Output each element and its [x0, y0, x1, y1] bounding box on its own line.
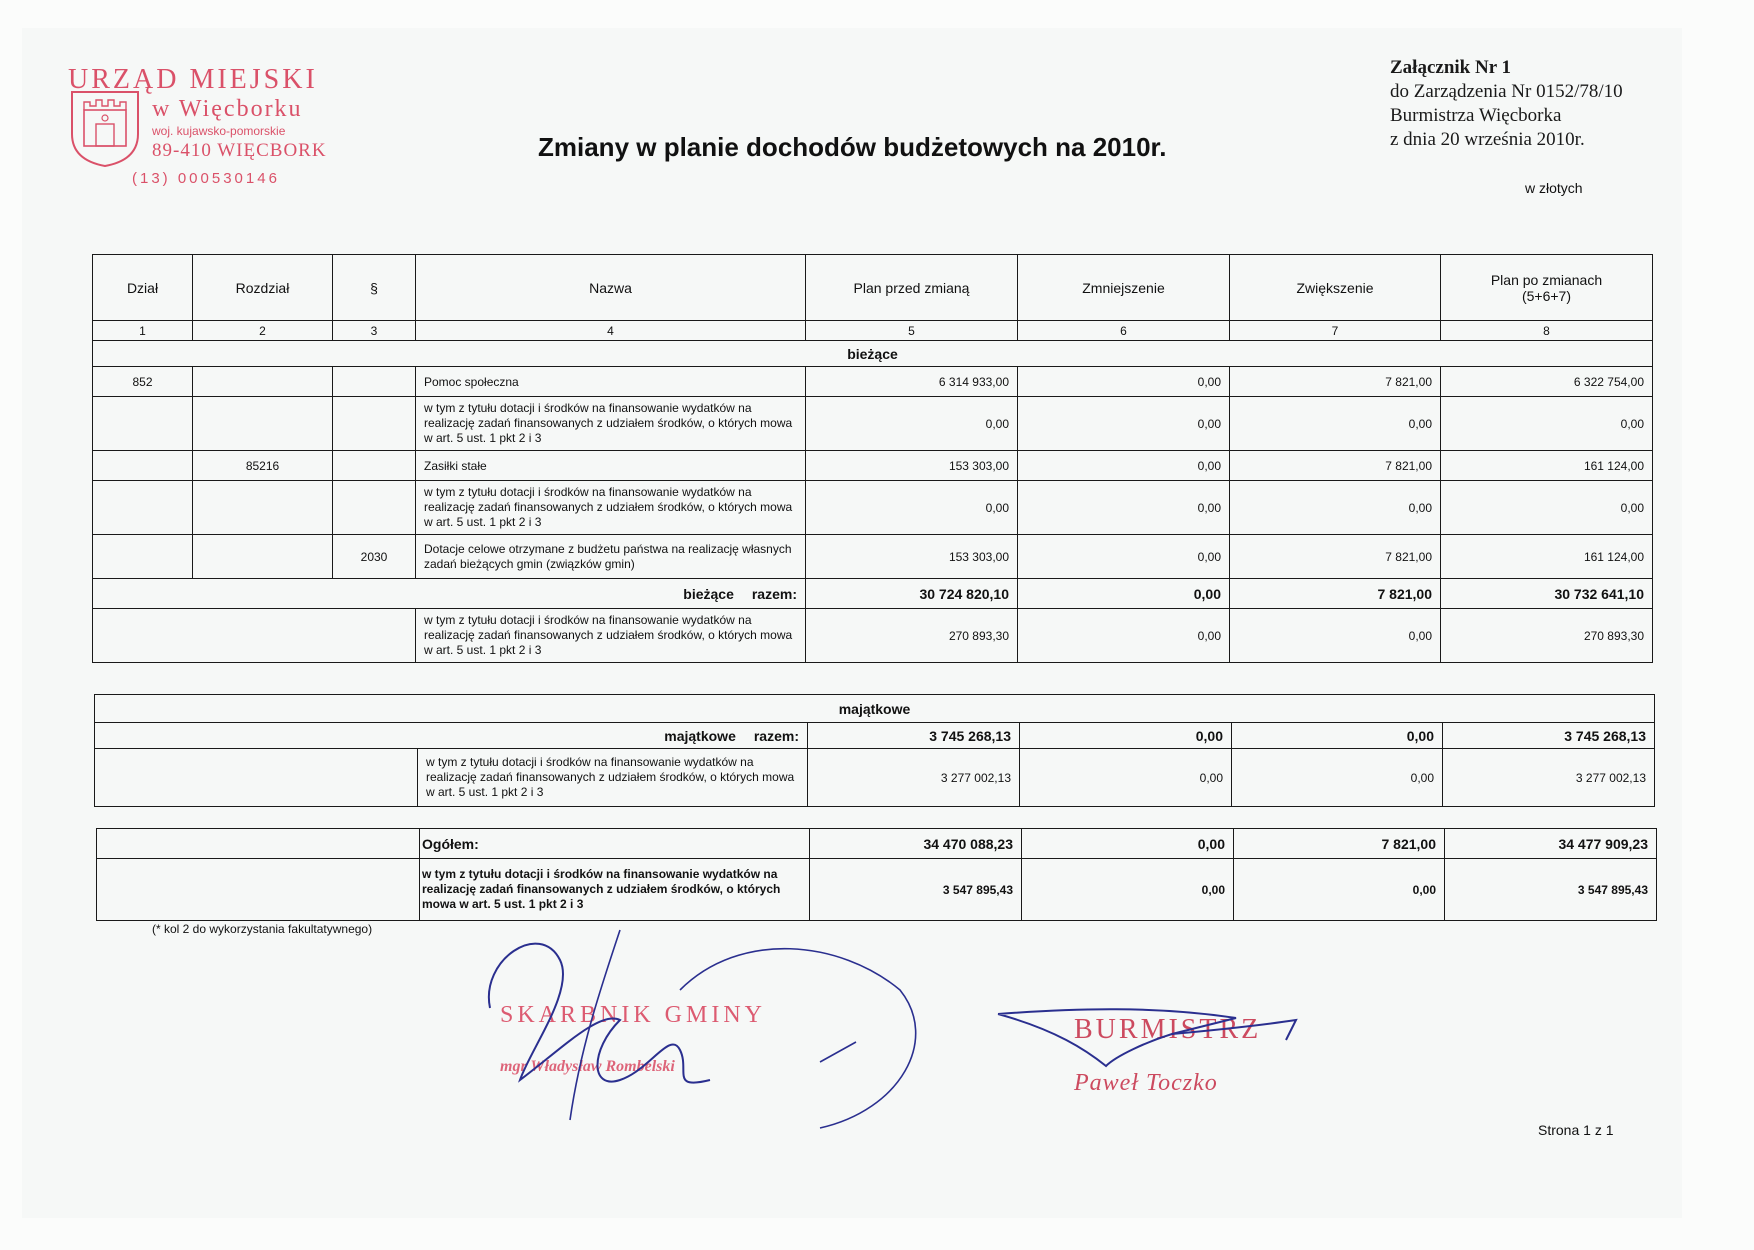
col-number: 2 [193, 321, 333, 341]
cell-zwiekszenie: 0,00 [1230, 481, 1441, 535]
razem-label-b: razem: [751, 585, 797, 602]
majatkowe-razem-label [95, 723, 808, 749]
cell-plan-po: 161 124,00 [1441, 451, 1653, 481]
stamp-line-4: 89-410 WIĘCBORK [152, 140, 327, 161]
table-row [93, 481, 1653, 535]
cell-zmniejszenie: 0,00 [1018, 535, 1230, 579]
col-number: 7 [1230, 321, 1441, 341]
skarbnik-title-stamp: SKARBNIK GMINY [500, 1002, 767, 1028]
header-plan-po: Plan po zmianach (5+6+7) [1441, 255, 1653, 321]
annex-line-2: do Zarządzenia Nr 0152/78/10 [1390, 81, 1623, 102]
ogolem-label: Ogółem: [420, 829, 810, 859]
cell-paragraf [333, 397, 416, 451]
cell-nazwa: Dotacje celowe otrzymane z budżetu państwa na realizację własnych zadań bieżących gmin (związków gmin) [416, 535, 806, 579]
cell-nazwa: w tym z tytułu dotacji i środków na finansowanie wydatków na realizację zadań finansowanych z udziałem środków, o których mowa w art. 5 ust. 1 pkt 2 i 3 [420, 859, 810, 921]
cell-plan-po: 161 124,00 [1441, 535, 1653, 579]
page-number: Strona 1 z 1 [1538, 1122, 1614, 1138]
ogolem-table [96, 828, 1657, 921]
skarbnik-signature [480, 930, 920, 1130]
col-number: 6 [1018, 321, 1230, 341]
cell-zwiekszenie: 7 821,00 [1230, 579, 1441, 609]
cell-zmniejszenie: 0,00 [1018, 367, 1230, 397]
cell-nazwa: Zasiłki stałe [416, 451, 806, 481]
majatkowe-table [94, 694, 1655, 807]
cell-plan-po: 3 277 002,13 [1443, 749, 1655, 807]
section-row-majatkowe [95, 695, 1655, 723]
cell-zmniejszenie: 0,00 [1022, 859, 1234, 921]
header-zmniejszenie: Zmniejszenie [1018, 255, 1230, 321]
header-dzial: Dział [93, 255, 193, 321]
cell-zwiekszenie: 7 821,00 [1230, 535, 1441, 579]
cell-nazwa: w tym z tytułu dotacji i środków na finansowanie wydatków na realizację zadań finansowanych z udziałem środków, o których mowa w art. 5 ust. 1 pkt 2 i 3 [416, 481, 806, 535]
table-row [93, 535, 1653, 579]
annex-line-1: Załącznik Nr 1 [1390, 57, 1512, 78]
cell-plan: 3 277 002,13 [808, 749, 1020, 807]
cell-plan-po: 30 732 641,10 [1441, 579, 1653, 609]
col-number: 5 [806, 321, 1018, 341]
cell-plan-po: 270 893,30 [1441, 609, 1653, 663]
empty-cell [93, 609, 416, 663]
cell-rozdzial: 85216 [193, 451, 333, 481]
cell-dzial [93, 397, 193, 451]
cell-plan: 0,00 [806, 481, 1018, 535]
stamp-line-2: w Więcborku [152, 96, 303, 122]
cell-paragraf [333, 367, 416, 397]
unit-label: w złotych [1525, 180, 1583, 196]
cell-zmniejszenie: 0,00 [1022, 829, 1234, 859]
cell-plan: 30 724 820,10 [806, 579, 1018, 609]
burmistrz-name-stamp: Paweł Toczko [1074, 1070, 1218, 1096]
razem-label-a: bieżące [683, 585, 734, 602]
annex-header [1390, 56, 1623, 152]
cell-nazwa: w tym z tytułu dotacji i środków na finansowanie wydatków na realizację zadań finansowanych z udziałem środków, o których mowa w art. 5 ust. 1 pkt 2 i 3 [416, 397, 806, 451]
cell-paragraf [333, 451, 416, 481]
razem-label-a: majątkowe [664, 727, 736, 744]
cell-zwiekszenie: 0,00 [1230, 609, 1441, 663]
cell-plan: 6 314 933,00 [806, 367, 1018, 397]
cell-zwiekszenie: 0,00 [1232, 723, 1443, 749]
table-row [93, 451, 1653, 481]
annex-line-4: z dnia 20 września 2010r. [1390, 129, 1585, 150]
cell-plan-po: 6 322 754,00 [1441, 367, 1653, 397]
cell-zmniejszenie: 0,00 [1018, 579, 1230, 609]
cell-zwiekszenie: 0,00 [1234, 859, 1445, 921]
cell-plan-po: 34 477 909,23 [1445, 829, 1657, 859]
header-zwiekszenie: Zwiększenie [1230, 255, 1441, 321]
cell-plan: 3 547 895,43 [810, 859, 1022, 921]
cell-dzial: 852 [93, 367, 193, 397]
cell-plan: 34 470 088,23 [810, 829, 1022, 859]
cell-paragraf: 2030 [333, 535, 416, 579]
handwritten-signature-icon [480, 930, 920, 1130]
cell-plan-po: 3 745 268,13 [1443, 723, 1655, 749]
cell-plan-po: 0,00 [1441, 397, 1653, 451]
burmistrz-signature [996, 990, 1336, 1120]
footnote: (* kol 2 do wykorzystania fakultatywnego) [152, 922, 373, 936]
cell-zmniejszenie: 0,00 [1020, 749, 1232, 807]
table-row [93, 367, 1653, 397]
col-number: 3 [333, 321, 416, 341]
cell-nazwa: Pomoc społeczna [416, 367, 806, 397]
cell-nazwa: w tym z tytułu dotacji i środków na finansowanie wydatków na realizację zadań finansowanych z udziałem środków, o których mowa w art. 5 ust. 1 pkt 2 i 3 [418, 749, 808, 807]
majatkowe-razem-row [95, 723, 1655, 749]
section-label: bieżące [93, 341, 1653, 367]
header-nazwa: Nazwa [416, 255, 806, 321]
cell-rozdzial [193, 397, 333, 451]
section-row-biezace [93, 341, 1653, 367]
empty-cell [97, 829, 420, 859]
ogolem-wtym-row [97, 859, 1657, 921]
biezace-wtym-row [93, 609, 1653, 663]
cell-zmniejszenie: 0,00 [1018, 451, 1230, 481]
cell-zmniejszenie: 0,00 [1018, 609, 1230, 663]
razem-label-b: razem: [753, 727, 799, 744]
cell-plan: 3 745 268,13 [808, 723, 1020, 749]
cell-zmniejszenie: 0,00 [1018, 397, 1230, 451]
cell-plan: 270 893,30 [806, 609, 1018, 663]
cell-zwiekszenie: 0,00 [1232, 749, 1443, 807]
cell-zmniejszenie: 0,00 [1020, 723, 1232, 749]
cell-plan-po: 3 547 895,43 [1445, 859, 1657, 921]
coat-of-arms-icon [66, 88, 144, 168]
cell-dzial [93, 481, 193, 535]
cell-zwiekszenie: 7 821,00 [1230, 367, 1441, 397]
handwritten-signature-icon [996, 990, 1336, 1120]
cell-plan-po: 0,00 [1441, 481, 1653, 535]
cell-zwiekszenie: 7 821,00 [1234, 829, 1445, 859]
stamp-line-1: URZĄD MIEJSKI [68, 64, 318, 95]
cell-zwiekszenie: 0,00 [1230, 397, 1441, 451]
col-number: 4 [416, 321, 806, 341]
empty-cell [95, 749, 418, 807]
cell-zwiekszenie: 7 821,00 [1230, 451, 1441, 481]
skarbnik-name-stamp: mgr Władysław Rombelski [500, 1058, 675, 1075]
cell-nazwa: w tym z tytułu dotacji i środków na finansowanie wydatków na realizację zadań finansowanych z udziałem środków, o których mowa w art. 5 ust. 1 pkt 2 i 3 [416, 609, 806, 663]
cell-plan: 153 303,00 [806, 535, 1018, 579]
cell-plan: 153 303,00 [806, 451, 1018, 481]
biezace-razem-label [93, 579, 806, 609]
table-row [93, 397, 1653, 451]
biezace-razem-row [93, 579, 1653, 609]
ogolem-row [97, 829, 1657, 859]
stamp-line-3: woj. kujawsko-pomorskie [152, 124, 286, 138]
document-title: Zmiany w planie dochodów budżetowych na 2010r. [538, 132, 1167, 162]
cell-rozdzial [193, 535, 333, 579]
burmistrz-title-stamp: BURMISTRZ [1074, 1014, 1262, 1045]
col-number: 8 [1441, 321, 1653, 341]
office-stamp [62, 64, 352, 192]
cell-rozdzial [193, 481, 333, 535]
cell-zmniejszenie: 0,00 [1018, 481, 1230, 535]
cell-dzial [93, 535, 193, 579]
header-paragraf: § [333, 255, 416, 321]
cell-plan: 0,00 [806, 397, 1018, 451]
stamp-line-5: (13) 000530146 [132, 170, 280, 187]
empty-cell [97, 859, 420, 921]
header-plan-przed: Plan przed zmianą [806, 255, 1018, 321]
column-number-row [93, 321, 1653, 341]
header-rozdzial: Rozdział [193, 255, 333, 321]
annex-line-3: Burmistrza Więcborka [1390, 105, 1562, 126]
table-header-row [93, 255, 1653, 321]
col-number: 1 [93, 321, 193, 341]
cell-rozdzial [193, 367, 333, 397]
cell-paragraf [333, 481, 416, 535]
section-label: majątkowe [95, 695, 1655, 723]
cell-dzial [93, 451, 193, 481]
majatkowe-wtym-row [95, 749, 1655, 807]
budget-table [92, 254, 1653, 663]
